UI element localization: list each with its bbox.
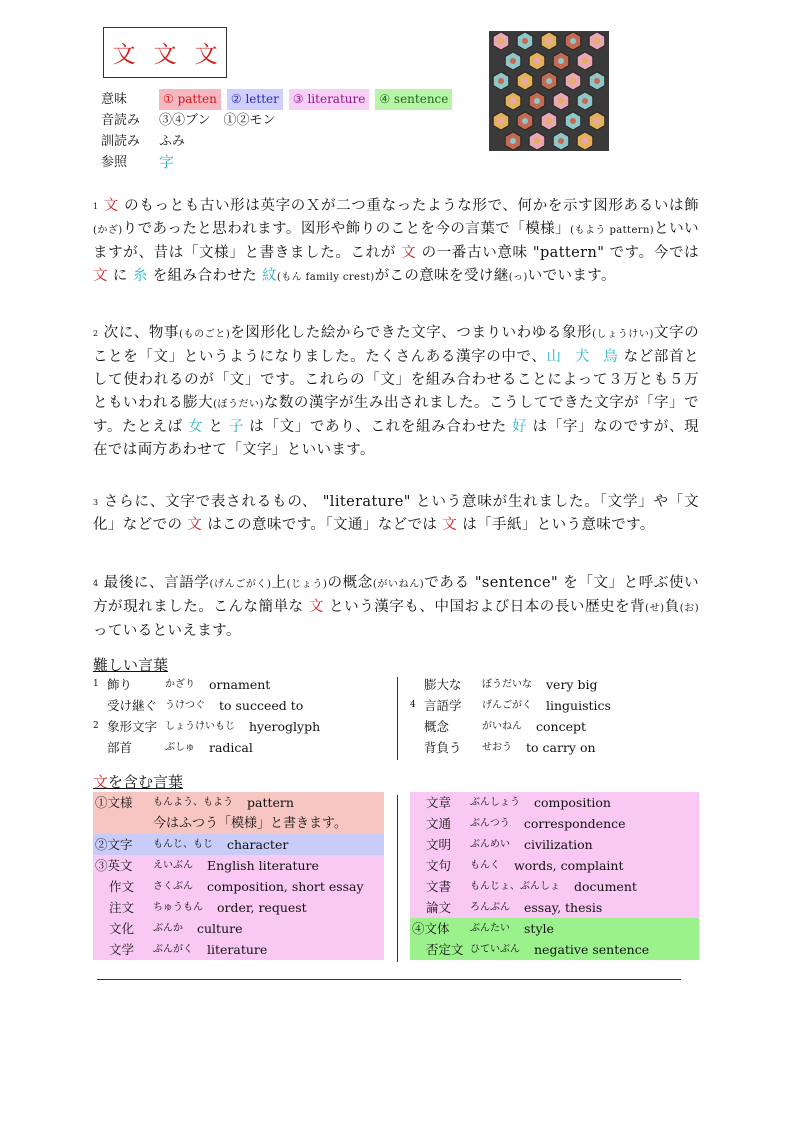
compound-meaning: style xyxy=(524,921,554,936)
vocab-meaning: very big xyxy=(546,677,598,692)
text: 最後に、言語学 xyxy=(98,575,210,591)
text: を組み合わせた xyxy=(147,268,263,284)
kanji-highlight: 文 xyxy=(442,517,458,533)
meaning-1: ① patten xyxy=(159,89,221,110)
compound-meaning: correspondence xyxy=(523,816,626,831)
compound-kana: ろんぶん xyxy=(470,902,510,913)
hexagon-center xyxy=(582,58,588,64)
vocab-word: 受け継ぐ xyxy=(107,698,158,713)
compound-row xyxy=(410,897,699,918)
hexagon-center xyxy=(510,138,516,144)
text: は「字」なのですが、現在では両方あわせて「文字」といいます。 xyxy=(93,419,699,458)
compound-word: ①文様 xyxy=(95,795,133,810)
vocab-word: 膨大な xyxy=(424,677,462,692)
kanji-highlight: 子 xyxy=(228,419,245,435)
compound-kana: もんじょ、ぶんしょ xyxy=(470,881,560,892)
text: 上 xyxy=(271,575,287,591)
kanji-highlight: 文 xyxy=(187,517,203,533)
vocab-kana: げんごがく xyxy=(482,700,532,711)
hexagon-center xyxy=(582,98,588,104)
ruby: (もん family crest) xyxy=(276,272,375,283)
vocab-meaning: linguistics xyxy=(546,698,611,713)
hexagon-center xyxy=(594,78,600,84)
ruby: (かざ) xyxy=(93,225,123,236)
ruby: (っ) xyxy=(508,272,528,283)
compound-meaning: words, complaint xyxy=(514,858,624,873)
compound-word: 論文 xyxy=(426,900,452,915)
hexagon-center xyxy=(522,78,528,84)
kanji-highlight: 文 xyxy=(93,268,108,284)
vocab-kana: ぼうだいな xyxy=(482,679,532,690)
hexagon-center xyxy=(534,138,540,144)
kanji-highlight: 文 xyxy=(103,198,119,214)
hexagon-center xyxy=(498,118,504,124)
vocab-word: 概念 xyxy=(424,719,450,734)
compound-kana: さくぶん xyxy=(153,881,193,892)
compound-row xyxy=(410,918,699,939)
column-divider xyxy=(397,677,398,760)
compound-row xyxy=(410,813,699,834)
vocab-kana: ぶしゅ xyxy=(165,742,195,753)
text: さらに、文字で表されるもの、 "literature" という意味が生れました。「文学」や「文化」などでの xyxy=(93,494,699,533)
text: といいますが、昔は「文様」と書きました。これが xyxy=(93,221,699,261)
ruby: (もよう pattern) xyxy=(570,225,655,236)
compound-meaning: composition, short essay xyxy=(207,879,364,894)
compound-kana: もんく xyxy=(470,860,500,871)
compound-row xyxy=(93,939,384,960)
vocab-word: 象形文字 xyxy=(107,719,158,734)
vocab-row xyxy=(93,737,393,758)
hexagon-center xyxy=(582,138,588,144)
compound-word: 文章 xyxy=(426,795,452,810)
on-reading-label: 音読み xyxy=(101,113,141,128)
compound-word: ④文体 xyxy=(412,921,450,936)
vocab-word: 飾り xyxy=(107,677,133,692)
heading-kanji: 文 xyxy=(93,773,109,791)
hexagon-center xyxy=(546,118,552,124)
kun-reading-label: 訓読み xyxy=(101,134,141,149)
hexagon-center xyxy=(522,118,528,124)
meaning-label: 意味 xyxy=(101,92,128,107)
text: の一番古い意味 "pattern" です。今では xyxy=(416,245,700,261)
vocab-meaning: radical xyxy=(209,740,253,755)
hexagon-center xyxy=(546,38,552,44)
compound-word: 否定文 xyxy=(426,942,464,957)
kanji-highlight: 文 xyxy=(308,599,324,615)
compound-row xyxy=(93,918,384,939)
text: りであったと思われます。図形や飾りのことを今の言葉で「模様」 xyxy=(122,221,571,237)
vocab-kana: うけつぐ xyxy=(165,700,205,711)
title-char-1: 文 xyxy=(112,42,136,68)
text: っているといえます。 xyxy=(93,623,241,639)
compound-kana: ひていぶん xyxy=(470,944,520,955)
vocab-row xyxy=(93,695,393,716)
compound-kana: ちゅうもん xyxy=(153,902,203,913)
meaning-4: ④ sentence xyxy=(375,89,452,110)
vocab-word: 言語学 xyxy=(424,698,462,713)
hexagon-center xyxy=(594,38,600,44)
title-char-3: 文 xyxy=(194,42,218,68)
vocab-kana: しょうけいもじ xyxy=(165,721,235,732)
vocab-row xyxy=(410,737,700,758)
compound-word: 文通 xyxy=(426,816,452,831)
ruby: (せ) xyxy=(645,603,665,614)
compound-kana: もんじ、もじ xyxy=(153,839,213,850)
vocab-meaning: to succeed to xyxy=(219,698,304,713)
text: という漢字も、中国および日本の長い歴史を背 xyxy=(323,599,646,615)
hexagon-center xyxy=(510,58,516,64)
ruby: (ぼうだい) xyxy=(213,399,264,410)
paragraph-1 xyxy=(93,195,699,289)
text: に xyxy=(107,268,133,284)
on-reading-value: ③④ブン ①②モン xyxy=(159,113,276,128)
title-box xyxy=(103,27,227,78)
compound-word: 文化 xyxy=(109,921,135,936)
kun-reading-row xyxy=(101,131,458,152)
vocab-num: 2 xyxy=(93,721,99,731)
meaning-2: ② letter xyxy=(227,89,283,110)
compound-kana: ぶんがく xyxy=(153,944,193,955)
hexagon-center xyxy=(558,58,564,64)
compound-word: 文句 xyxy=(426,858,452,873)
ruby: (げんごがく) xyxy=(209,579,272,590)
paragraph-number: 2 xyxy=(93,329,99,338)
paragraph-number: 1 xyxy=(93,202,99,211)
kun-reading-value: ふみ xyxy=(159,134,186,149)
compound-meaning: composition xyxy=(534,795,611,810)
hexagon-center xyxy=(570,38,576,44)
compound-word: 文書 xyxy=(426,879,452,894)
text: な数の漢字が生み出されました。こうしてできた文字が「字」です。たとえば xyxy=(93,395,700,435)
compound-meaning: pattern xyxy=(247,795,294,810)
compound-row xyxy=(93,792,384,813)
vocab-word: 部首 xyxy=(107,740,133,755)
hexagon-center xyxy=(558,138,564,144)
text: の概念 xyxy=(327,575,373,591)
column-divider xyxy=(397,795,398,962)
ruby: (しょうけい) xyxy=(592,329,654,340)
compounds-right xyxy=(410,792,699,960)
vocab-meaning: ornament xyxy=(209,677,271,692)
compound-meaning: civilization xyxy=(524,837,593,852)
kanji-highlight: 糸 xyxy=(132,268,148,284)
hexagon-center xyxy=(522,38,528,44)
hexagon-center xyxy=(570,118,576,124)
text: 文字のことを「文」というようになりました。たくさんある漢字の中で、 xyxy=(93,325,699,365)
kanji-highlight: 女 xyxy=(188,419,204,435)
text: は「文」であり、これを組み合わせた xyxy=(244,419,513,435)
hexagon-center xyxy=(534,58,540,64)
compound-meaning: culture xyxy=(197,921,243,936)
hexagon-center xyxy=(498,38,504,44)
vocab-meaning: concept xyxy=(536,719,586,734)
bottom-rule xyxy=(97,979,681,980)
compound-meaning: order, request xyxy=(217,900,307,915)
ruby: (じょう) xyxy=(286,579,328,590)
compound-kana: ぶんめい xyxy=(470,839,510,850)
vocab-row xyxy=(93,716,393,737)
compound-meaning: literature xyxy=(207,942,268,957)
hexagon-center xyxy=(558,98,564,104)
reference-label: 参照 xyxy=(101,155,128,170)
ruby: (お) xyxy=(679,603,699,614)
on-reading-row xyxy=(101,110,458,131)
compound-word: ②文字 xyxy=(95,837,133,852)
compound-kana: ぶんか xyxy=(153,923,183,934)
compound-kana: ぶんしょう xyxy=(470,797,520,808)
difficult-words-right xyxy=(410,674,700,758)
text: を図形化した絵からできた文字、つまりいわゆる象形 xyxy=(230,325,593,341)
compound-meaning: character xyxy=(227,837,289,852)
text: 次に、物事 xyxy=(98,325,180,341)
compound-row xyxy=(93,834,384,855)
compound-row xyxy=(410,834,699,855)
vocab-kana: がいねん xyxy=(482,721,522,732)
text: 負 xyxy=(664,599,680,615)
paragraph-3 xyxy=(93,491,699,537)
vocab-word: 背負う xyxy=(424,740,462,755)
hexagon-pattern-image xyxy=(489,31,609,151)
compounds-heading xyxy=(93,771,183,792)
vocab-kana: せおう xyxy=(482,742,512,753)
reference-row xyxy=(101,152,458,173)
paragraph-2 xyxy=(93,322,699,462)
hexagon-center xyxy=(570,78,576,84)
difficult-words-left xyxy=(93,674,393,758)
kanji-highlight: 文 xyxy=(401,245,417,261)
vocab-row xyxy=(410,695,700,716)
text: は「手紙」という意味です。 xyxy=(457,517,655,533)
vocab-row xyxy=(410,716,700,737)
compound-word: 作文 xyxy=(109,879,135,894)
reference-value: 字 xyxy=(159,153,175,171)
kanji-info xyxy=(101,89,458,173)
compound-meaning: essay, thesis xyxy=(524,900,603,915)
compounds-left xyxy=(93,792,384,960)
hexagon-center xyxy=(534,98,540,104)
compound-row xyxy=(410,939,699,960)
vocab-row xyxy=(93,674,393,695)
compound-word: 文明 xyxy=(426,837,452,852)
vocab-meaning: hyeroglyph xyxy=(249,719,321,734)
compound-row xyxy=(93,897,384,918)
text: と xyxy=(203,419,229,435)
paragraph-4 xyxy=(93,572,699,643)
compound-note: 今はふつう「模様」と書きます。 xyxy=(153,816,347,831)
paragraph-number: 4 xyxy=(93,579,99,588)
ruby: (ものごと) xyxy=(179,329,231,340)
compound-kana: ぶんたい xyxy=(470,923,510,934)
kanji-highlight: 好 xyxy=(512,419,528,435)
hexagon-center xyxy=(594,118,600,124)
title-char-2: 文 xyxy=(153,42,177,68)
difficult-words-heading: 難しい言葉 xyxy=(93,656,169,674)
text: いでいます。 xyxy=(527,268,616,284)
text: のもっとも古い形は英字のＸが二つ重なったような形で、何かを示す図形あるいは飾 xyxy=(118,198,700,214)
compound-kana: えいぶん xyxy=(153,860,193,871)
compound-word: 文学 xyxy=(109,942,135,957)
compound-meaning: document xyxy=(574,879,637,894)
compound-row xyxy=(410,855,699,876)
hexagon-center xyxy=(510,98,516,104)
hexagon-center xyxy=(498,78,504,84)
ruby: (がいねん) xyxy=(372,579,425,590)
text: はこの意味です。「文通」などでは xyxy=(202,517,443,533)
compound-row xyxy=(93,855,384,876)
vocab-num: 1 xyxy=(93,679,99,689)
compound-row xyxy=(93,876,384,897)
compound-meaning: negative sentence xyxy=(534,942,650,957)
meaning-3: ③ literature xyxy=(289,89,369,110)
vocab-meaning: to carry on xyxy=(526,740,596,755)
vocab-row xyxy=(410,674,700,695)
hexagon-center xyxy=(546,78,552,84)
heading-text: を含む言葉 xyxy=(108,773,184,791)
text: である "sentence" を「文」と呼ぶ使い方が現れました。こんな簡単な xyxy=(93,575,699,615)
vocab-num: 4 xyxy=(410,700,416,710)
compound-row xyxy=(410,876,699,897)
meaning-row xyxy=(101,89,458,110)
paragraph-number: 3 xyxy=(93,498,99,507)
compound-kana: もんよう、もよう xyxy=(153,797,233,808)
vocab-kana: かざり xyxy=(165,679,195,690)
hexagon-pattern-icon xyxy=(489,31,609,151)
compound-row xyxy=(410,792,699,813)
compound-word: 注文 xyxy=(109,900,135,915)
compound-kana: ぶんつう xyxy=(470,818,510,829)
compound-meaning: English literature xyxy=(207,858,319,873)
text: など部首として使われるのが「文」です。これらの「文」を組み合わせることによって３万とも５万ともいわれる膨大 xyxy=(93,349,699,411)
compound-word: ③英文 xyxy=(95,858,133,873)
kanji-highlight: 山 犬 鳥 xyxy=(546,349,619,365)
text: がこの意味を受け継 xyxy=(374,268,509,284)
compound-row xyxy=(93,813,384,834)
kanji-highlight: 紋 xyxy=(262,268,277,284)
